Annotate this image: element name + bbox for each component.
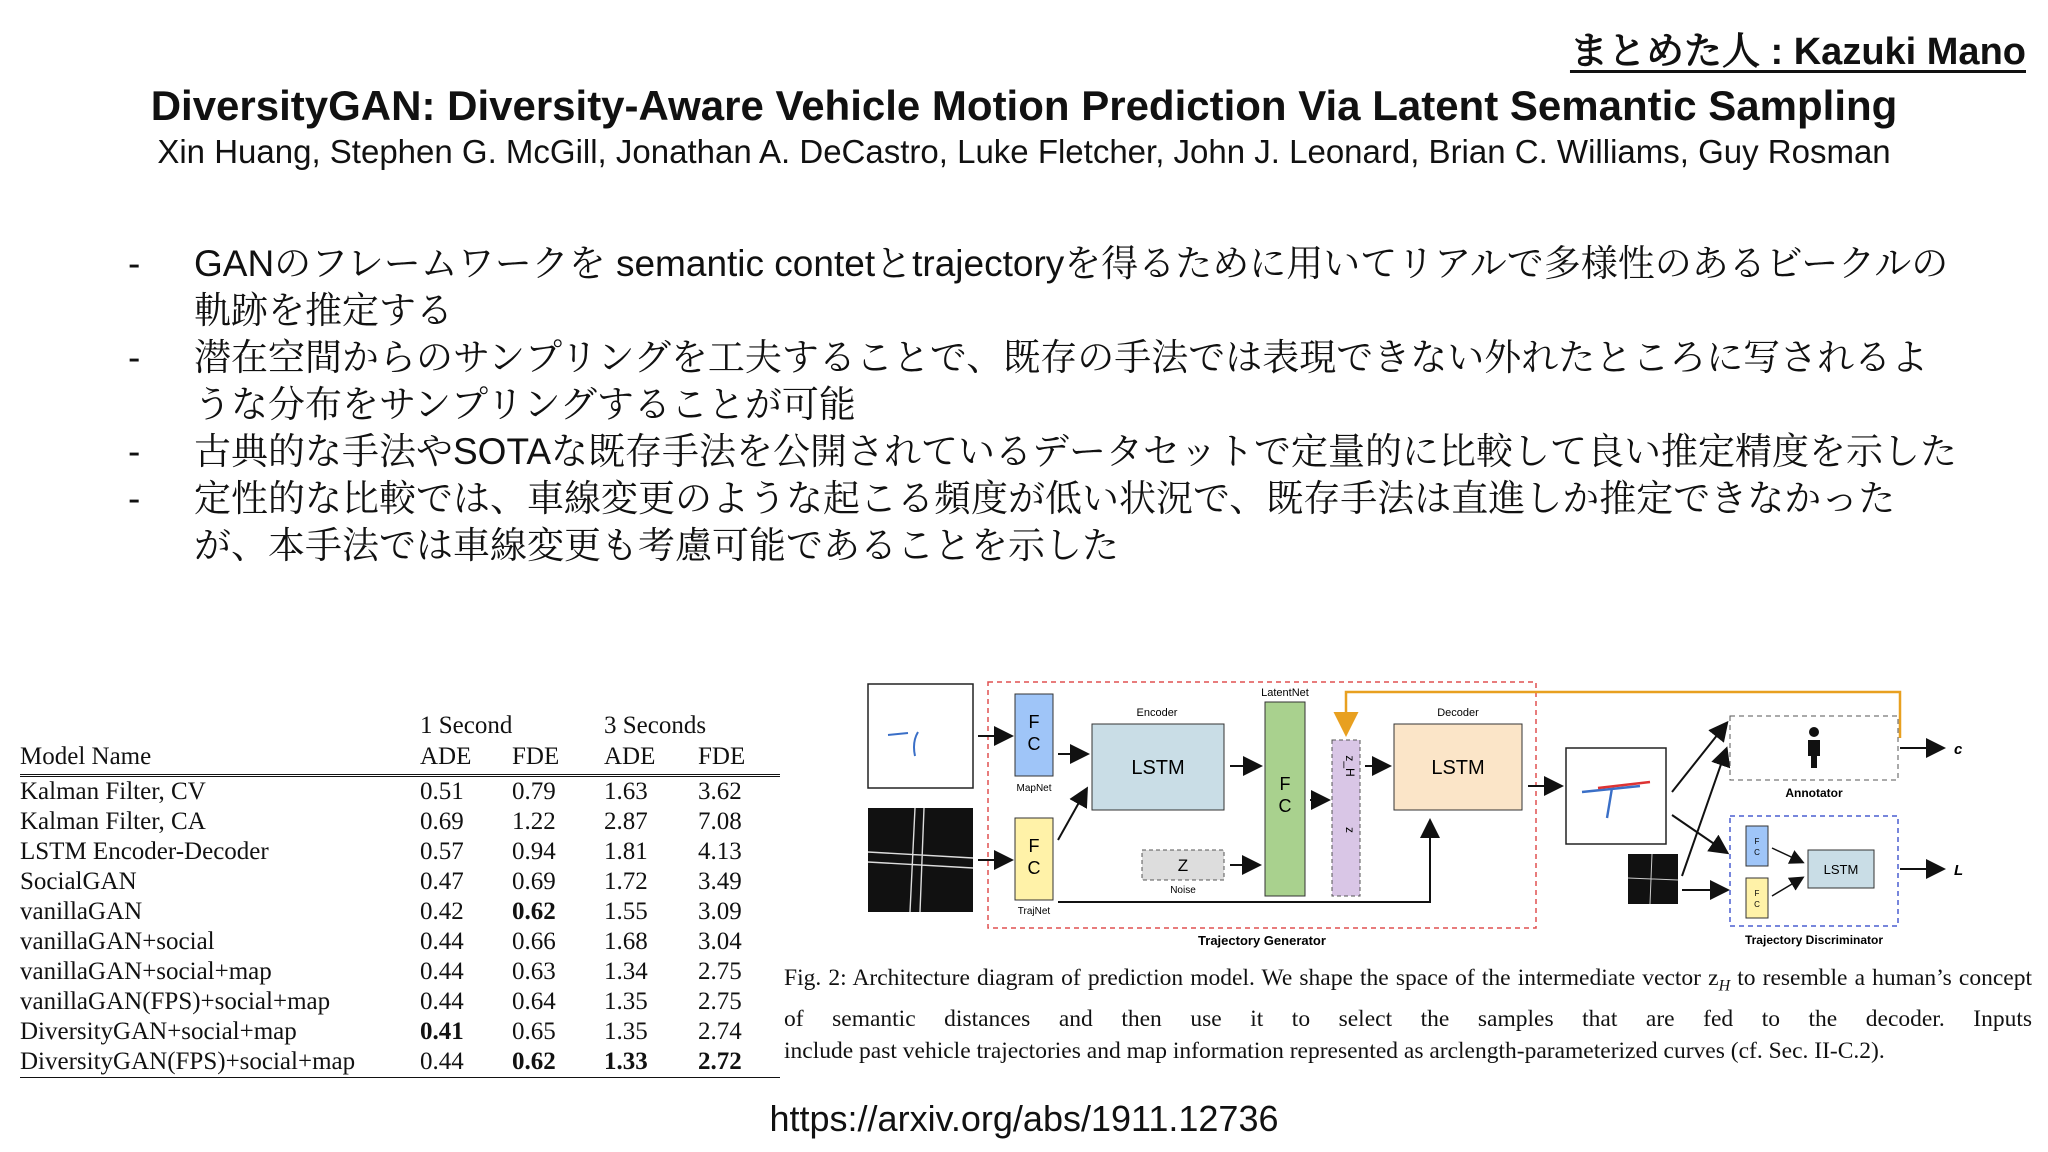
value-cell: 1.35 bbox=[604, 988, 648, 1015]
table-row bbox=[20, 1047, 780, 1078]
arrow bbox=[1672, 815, 1726, 852]
value-cell: 0.69 bbox=[512, 868, 556, 895]
value-cell: 1.22 bbox=[512, 808, 556, 835]
value-cell: 3.04 bbox=[698, 928, 742, 955]
value-cell: 0.94 bbox=[512, 838, 556, 865]
value-cell: 0.66 bbox=[512, 928, 556, 955]
noise-label: Noise bbox=[1170, 885, 1196, 896]
table-row bbox=[20, 897, 780, 927]
value-cell: 0.65 bbox=[512, 1018, 556, 1045]
table-header-row bbox=[20, 740, 780, 776]
value-cell: 3.09 bbox=[698, 898, 742, 925]
output-trajectory-image bbox=[1566, 748, 1666, 844]
disc-lstm-label: LSTM bbox=[1823, 862, 1859, 877]
value-cell: 0.57 bbox=[420, 838, 464, 865]
group-header-1s: 1 Second bbox=[420, 712, 513, 739]
disc-fc-label: F bbox=[1754, 889, 1760, 898]
value-cell: 1.68 bbox=[604, 928, 648, 955]
model-name-cell: vanillaGAN(FPS)+social+map bbox=[20, 988, 331, 1015]
disc-fc-label: C bbox=[1754, 848, 1760, 857]
bullet-dash: - bbox=[128, 478, 141, 519]
value-cell: 3.62 bbox=[698, 778, 742, 805]
value-cell: 2.74 bbox=[698, 1018, 742, 1045]
value-cell-best: 0.41 bbox=[420, 1018, 464, 1045]
value-cell: 0.64 bbox=[512, 988, 556, 1015]
column-header: ADE bbox=[420, 740, 512, 776]
value-cell: 3.49 bbox=[698, 868, 742, 895]
value-cell: 1.81 bbox=[604, 838, 648, 865]
trajnet-fc-label-c: C bbox=[1027, 858, 1041, 878]
results-table bbox=[20, 712, 780, 1078]
bullet-dash: - bbox=[128, 337, 141, 378]
arxiv-link[interactable]: https://arxiv.org/abs/1911.12736 bbox=[769, 1098, 1279, 1139]
bullet-item bbox=[128, 240, 1958, 334]
bullet-dash: - bbox=[128, 431, 141, 472]
generator-label: Trajectory Generator bbox=[1198, 933, 1326, 948]
bullet-text: 潜在空間からのサンプリングを工夫することで、既存の手法では表現できない外れたところに写されるような分布をサンプリングすることが可能 bbox=[194, 337, 1929, 425]
encoder-label: Encoder bbox=[1136, 707, 1178, 719]
paper-authors: Xin Huang, Stephen G. McGill, Jonathan A. DeCastro, Luke Fletcher, John J. Leonard, Brian C. Williams, Guy Rosman bbox=[157, 133, 1891, 170]
bullet-text: GANのフレームワークを semantic contetとtrajectoryを得るために用いてリアルで多様性のあるビークルの軌跡を推定する bbox=[194, 243, 1949, 331]
summary-bullet-list bbox=[128, 240, 1958, 569]
value-cell: 0.51 bbox=[420, 778, 464, 805]
model-name-cell: DiversityGAN(FPS)+social+map bbox=[20, 1047, 420, 1078]
caption-line-1: Fig. 2: Architecture diagram of prediction model. We shape the space of the intermediate vector $z_H$ to resemble bbox=[784, 965, 1848, 995]
bullet-item bbox=[128, 475, 1958, 569]
value-cell: 0.44 bbox=[420, 958, 464, 985]
disc-fc-label: F bbox=[1754, 837, 1760, 846]
latent-fc-label-f: F bbox=[1279, 774, 1291, 794]
table-group-header-row bbox=[20, 712, 780, 740]
value-cell: 1.34 bbox=[604, 958, 648, 985]
column-header: FDE bbox=[698, 740, 780, 776]
column-header: FDE bbox=[512, 740, 604, 776]
trajnet-fc-label-f: F bbox=[1028, 836, 1040, 856]
column-header: Model Name bbox=[20, 740, 420, 776]
arrow bbox=[1672, 724, 1726, 792]
bullet-item bbox=[128, 428, 1958, 475]
value-cell: 0.44 bbox=[420, 988, 464, 1015]
model-name-cell: Kalman Filter, CA bbox=[20, 808, 206, 835]
value-cell: 1.63 bbox=[604, 778, 648, 805]
value-cell: 4.13 bbox=[698, 838, 742, 865]
column-header: ADE bbox=[604, 740, 698, 776]
figure-caption bbox=[784, 962, 2032, 1067]
model-name-cell: vanillaGAN+social+map bbox=[20, 958, 272, 985]
mapnet-fc-label-f: F bbox=[1028, 712, 1040, 732]
value-cell-best: 0.62 bbox=[512, 898, 556, 925]
value-cell: 2.75 bbox=[698, 958, 742, 985]
disc-fc-label: C bbox=[1754, 900, 1760, 909]
table-row bbox=[20, 837, 780, 867]
output-c-label: c bbox=[1954, 741, 1963, 758]
arrow bbox=[1682, 750, 1726, 876]
table-row bbox=[20, 927, 780, 957]
arrow bbox=[1058, 790, 1086, 840]
latent-z-label: z bbox=[1343, 827, 1357, 833]
value-cell-best: 1.33 bbox=[604, 1047, 698, 1078]
model-name-cell: LSTM Encoder-Decoder bbox=[20, 838, 269, 865]
bullet-text: 古典的な手法やSOTAな既存手法を公開されているデータセットで定量的に比較して良い推定精度を示した bbox=[194, 431, 1957, 472]
table-row bbox=[20, 807, 780, 837]
value-cell-best: 2.72 bbox=[698, 1047, 780, 1078]
table-row bbox=[20, 776, 780, 808]
input-trajectory-image bbox=[868, 684, 973, 788]
value-cell: 1.35 bbox=[604, 1018, 648, 1045]
annotator-label: Annotator bbox=[1785, 786, 1843, 800]
latent-zh-label: z_H bbox=[1343, 755, 1357, 777]
latent-fc-label-c: C bbox=[1278, 796, 1292, 816]
value-cell: 0.63 bbox=[512, 958, 556, 985]
value-cell: 0.47 bbox=[420, 868, 464, 895]
arrow bbox=[1772, 848, 1802, 862]
architecture-diagram bbox=[860, 680, 2048, 955]
decoder-lstm-label: LSTM bbox=[1431, 757, 1485, 779]
trajnet-label: TrajNet bbox=[1017, 906, 1051, 917]
table-row bbox=[20, 867, 780, 897]
discriminator-label: Trajectory Discriminator bbox=[1744, 933, 1884, 947]
group-header-3s: 3 Seconds bbox=[604, 712, 707, 739]
model-name-cell: vanillaGAN bbox=[20, 898, 143, 925]
bullet-text: 定性的な比較では、車線変更のような起こる頻度が低い状況で、既存手法は直進しか推定できなかったが、本手法では車線変更も考慮可能であることを示した bbox=[194, 478, 1896, 566]
caption-line-2: a human’s concept of semantic distances and then use it to select the samples that are fed to the decoder. Inputs bbox=[784, 965, 2032, 1032]
disc-fc-map-box bbox=[1746, 826, 1768, 866]
encoder-lstm-label: LSTM bbox=[1131, 757, 1185, 779]
person-icon bbox=[1809, 727, 1819, 737]
bullet-item bbox=[128, 334, 1958, 428]
value-cell: 0.42 bbox=[420, 898, 464, 925]
value-cell: 7.08 bbox=[698, 808, 742, 835]
table-row bbox=[20, 957, 780, 987]
value-cell: 2.75 bbox=[698, 988, 742, 1015]
value-cell: 0.79 bbox=[512, 778, 556, 805]
value-cell: 1.72 bbox=[604, 868, 648, 895]
latentnet-label: LatentNet bbox=[1261, 687, 1309, 699]
value-cell: 2.87 bbox=[604, 808, 648, 835]
decoder-label: Decoder bbox=[1437, 707, 1479, 719]
model-name-cell: vanillaGAN+social bbox=[20, 928, 215, 955]
noise-symbol: Z bbox=[1177, 856, 1189, 875]
person-icon-body bbox=[1808, 740, 1820, 768]
summarizer-credit: まとめた人 : Kazuki Mano bbox=[1569, 31, 2026, 73]
caption-line-3: include past vehicle trajectories and map information represented as arclength-parameterized curves (cf. Sec. II-C.2). bbox=[784, 1037, 1885, 1064]
table-row bbox=[20, 1017, 780, 1047]
value-cell: 0.69 bbox=[420, 808, 464, 835]
value-cell: 1.55 bbox=[604, 898, 648, 925]
output-l-label: L bbox=[1954, 862, 1964, 879]
trajnet-to-decoder-arrow bbox=[1058, 822, 1430, 902]
model-name-cell: Kalman Filter, CV bbox=[20, 778, 206, 805]
bullet-dash: - bbox=[128, 243, 141, 284]
disc-fc-traj-box bbox=[1746, 878, 1768, 918]
table-row bbox=[20, 987, 780, 1017]
value-cell: 0.44 bbox=[420, 1047, 512, 1078]
arrow bbox=[1772, 878, 1802, 896]
value-cell: 0.44 bbox=[420, 928, 464, 955]
paper-title: DiversityGAN: Diversity-Aware Vehicle Motion Prediction Via Latent Semantic Sampling bbox=[150, 82, 1898, 129]
model-name-cell: DiversityGAN+social+map bbox=[20, 1018, 297, 1045]
mapnet-fc-label-c: C bbox=[1027, 734, 1041, 754]
mapnet-label: MapNet bbox=[1016, 783, 1052, 794]
value-cell-best: 0.62 bbox=[512, 1047, 604, 1078]
model-name-cell: SocialGAN bbox=[20, 868, 137, 895]
